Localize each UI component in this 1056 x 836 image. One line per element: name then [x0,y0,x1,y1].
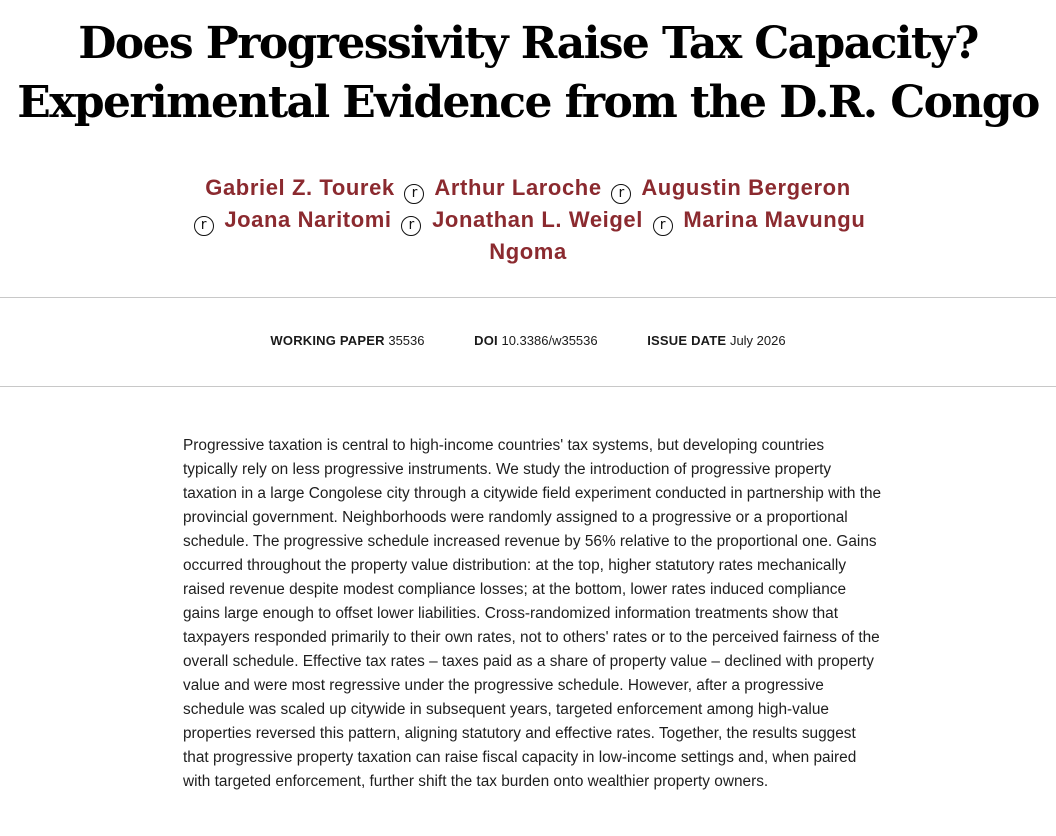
orcid-r-icon: r [401,216,421,236]
orcid-r-icon: r [404,184,424,204]
paper-metadata [0,333,1056,349]
paper-title-line-2: Experimental Evidence from the D.R. Congo [17,77,1039,128]
author-link-ngoma[interactable]: Marina Mavungu Ngoma [489,207,866,264]
issue-date [647,333,785,349]
author-link-laroche[interactable]: Arthur Laroche [434,175,602,200]
author-link-weigel[interactable]: Jonathan L. Weigel [432,207,643,232]
divider-bottom [0,386,1056,387]
abstract-text: Progressive taxation is central to high-income countries' tax systems, but developing countries typically rely on less progressive instruments. We study the introduction of progressive property taxation in a large Congolese city through a citywide field experiment conducted in partnership with the provincial government. Neighborhoods were randomly assigned to a progressive or a proportional schedule. The progressive schedule increased revenue by 56% relative to the proportional one. Gains occurred throughout the property value distribution: at the top, higher statutory rates mechanically raised revenue despite modest compliance losses; at the bottom, lower rates induced compliance gains large enough to offset lower liabilities. Cross-randomized information treatments show that taxpayers responded primarily to their own rates, not to others' rates or to the perceived fairness of the overall schedule. Effective tax rates – taxes paid as a share of property value – declined with property value and were most regressive under the progressive schedule. However, after a progressive schedule was scaled up citywide in subsequent years, targeted enforcement among high-value properties reversed this pattern, aligning statutory and effective rates. Together, the results suggest that progressive property taxation can raise fiscal capacity in low-income settings and, when paired with targeted enforcement, further shift the tax burden onto wealthier property owners. [183,437,882,790]
orcid-r-icon: r [611,184,631,204]
doi [474,333,598,349]
working-paper-value: 35536 [388,333,425,348]
divider-top [0,297,1056,298]
paper-title-line-1: Does Progressivity Raise Tax Capacity? [78,18,978,69]
author-list [190,172,866,267]
author-link-naritomi[interactable]: Joana Naritomi [224,207,392,232]
issue-date-label: ISSUE DATE [647,333,727,348]
author-link-bergeron[interactable]: Augustin Bergeron [641,175,851,200]
doi-value: 10.3386/w35536 [501,333,598,348]
working-paper-label: WORKING PAPER [270,333,385,348]
doi-label: DOI [474,333,498,348]
issue-date-value: July 2026 [729,333,786,348]
working-paper-number [270,333,424,349]
paper-title [0,14,1056,132]
author-link-tourek[interactable]: Gabriel Z. Tourek [205,175,395,200]
orcid-r-icon: r [653,216,673,236]
orcid-r-icon: r [194,216,214,236]
